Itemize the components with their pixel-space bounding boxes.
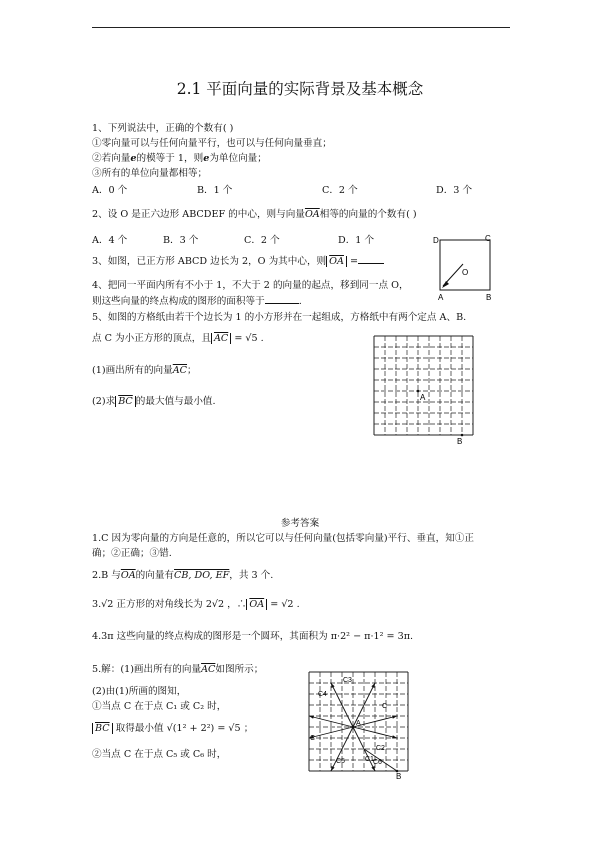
q5-line-2: 点 C 为小正方形的顶点，且 $\overline{AC} = √5$ . xyxy=(92,333,264,344)
vector-ac-arrowhead xyxy=(392,715,397,718)
q5-line-1: 5、如图的方格纸由若干个边长为 1 的小方形并在一起组成，方格纸中有两个定点 A、B. xyxy=(92,312,467,323)
q1-statement-1: ①零向量可以与任何向量平行，也可以与任何向量垂直； xyxy=(92,138,332,149)
label-o: O xyxy=(462,268,469,277)
label-a: A xyxy=(438,293,444,302)
vector-ac-arrowhead xyxy=(331,683,335,688)
q4-line-2: 则这些向量的终点构成的图形的面积等于 . xyxy=(92,296,302,307)
grid2-label-c2: C2 xyxy=(376,745,385,752)
answer-2: 2.B 与$\overline{OA}$的向量有CB, DO, EF，共 3 个. xyxy=(92,570,274,581)
answers-heading: 参考答案 xyxy=(280,518,320,529)
grid1-label-b: B xyxy=(457,437,463,446)
vector-ac-arrowhead xyxy=(371,683,375,688)
q4-line-1: 4、把同一平面内所有不小于 1，不大于 2 的向量的起点，移到同一点 O， xyxy=(92,280,409,291)
q3-stem: 3、如图，已正方形 ABCD 边长为 2，O 为其中心，则 $\overline{OA}$ = xyxy=(92,254,384,268)
page-title: 2.1 平面向量的实际背景及基本概念 xyxy=(176,80,424,98)
grid2-label-c3: C3 xyxy=(343,677,352,684)
grid-figure-2 xyxy=(305,668,417,784)
label-b: B xyxy=(486,293,492,302)
vector-ac-arrowhead xyxy=(392,735,397,738)
point-a xyxy=(352,726,355,729)
vector-ac-arrowhead xyxy=(309,715,314,718)
q5-part-1: (1)画出所有的向量$\overline{AC}$； xyxy=(92,365,197,376)
grid2-label-b: B xyxy=(396,772,402,781)
answer-5-line-1: 5.解：(1)画出所有的向量$\overline{AC}$如图所示； xyxy=(92,664,264,675)
q1-stem: 1、下列说法中，正确的个数有( ) xyxy=(92,123,234,134)
q1-option-c: C．2 个 xyxy=(322,185,358,196)
answer-5-line-3: ①当点 C 在于点 C₁ 或 C₂ 时， xyxy=(92,701,227,712)
grid2-label-c5: C5 xyxy=(336,758,345,765)
grid2-label-c1: C1 xyxy=(365,756,374,763)
q2-option-d: D．1 个 xyxy=(338,235,375,246)
grid2-label-c4: C4 xyxy=(318,691,327,698)
vector-ac-arrowhead xyxy=(371,766,375,771)
point-b xyxy=(461,434,464,437)
answer-4: 4.3π 这些向量的终点构成的图形是一个圆环，其面积为 π·2² − π·1² = 3π. xyxy=(92,631,414,642)
answer-3: 3.√2 正方形的对角线长为 2√2 ，∴ $\overline{OA} = √2$ . xyxy=(92,599,300,610)
grid1-label-a: A xyxy=(420,393,426,402)
grid2-label-c6: C6 xyxy=(373,759,382,766)
answer-5-line-2: (2)由(1)所画的图知， xyxy=(92,686,187,697)
vector-ac-arrowhead xyxy=(331,766,335,771)
q1-option-b: B．1 个 xyxy=(197,185,233,196)
q1-option-d: D．3 个 xyxy=(436,185,473,196)
q2-option-a: A．4 个 xyxy=(92,235,128,246)
q2-option-c: C．2 个 xyxy=(244,235,280,246)
grid2-label-c8: C xyxy=(310,735,316,742)
q5-part-2: (2)求 $\overline{BC}$ 的最大值与最小值. xyxy=(92,396,216,407)
q1-statement-3: ③所有的单位向量都相等； xyxy=(92,168,208,179)
header-rule xyxy=(92,27,510,28)
grid-figure-1 xyxy=(370,333,482,446)
q1-statement-2: ②若向量e的模等于 1，则e为单位向量； xyxy=(92,153,267,164)
q2-option-b: B．3 个 xyxy=(163,235,199,246)
vector-oa-arrowhead xyxy=(442,281,449,288)
q1-option-a: A．0 个 xyxy=(92,185,128,196)
answer-1-line-1: 1.C 因为零向量的方向是任意的，所以它可以与任何向量(包括零向量)平行、垂直，知①正 xyxy=(92,533,474,544)
label-d: D xyxy=(433,236,439,245)
label-c: C xyxy=(485,234,491,243)
grid2-label-c7: C xyxy=(382,703,388,710)
point-a xyxy=(417,390,420,393)
square-figure xyxy=(430,232,500,302)
q2-stem: 2、设 O 是正六边形 ABCDEF 的中心，则与向量$\overline{OA}$相等的向量的个数有( ) xyxy=(92,209,417,220)
grid2-label-a: A xyxy=(356,720,361,727)
answer-5-line-5: ②当点 C 在于点 C₅ 或 C₆ 时， xyxy=(92,749,227,760)
answer-5-line-4: $\overline{BC}$ 取得最小值 √(1² + 2²) = √5 ； xyxy=(92,722,253,735)
answer-1-line-2: 确；②正确；③错. xyxy=(92,548,172,559)
